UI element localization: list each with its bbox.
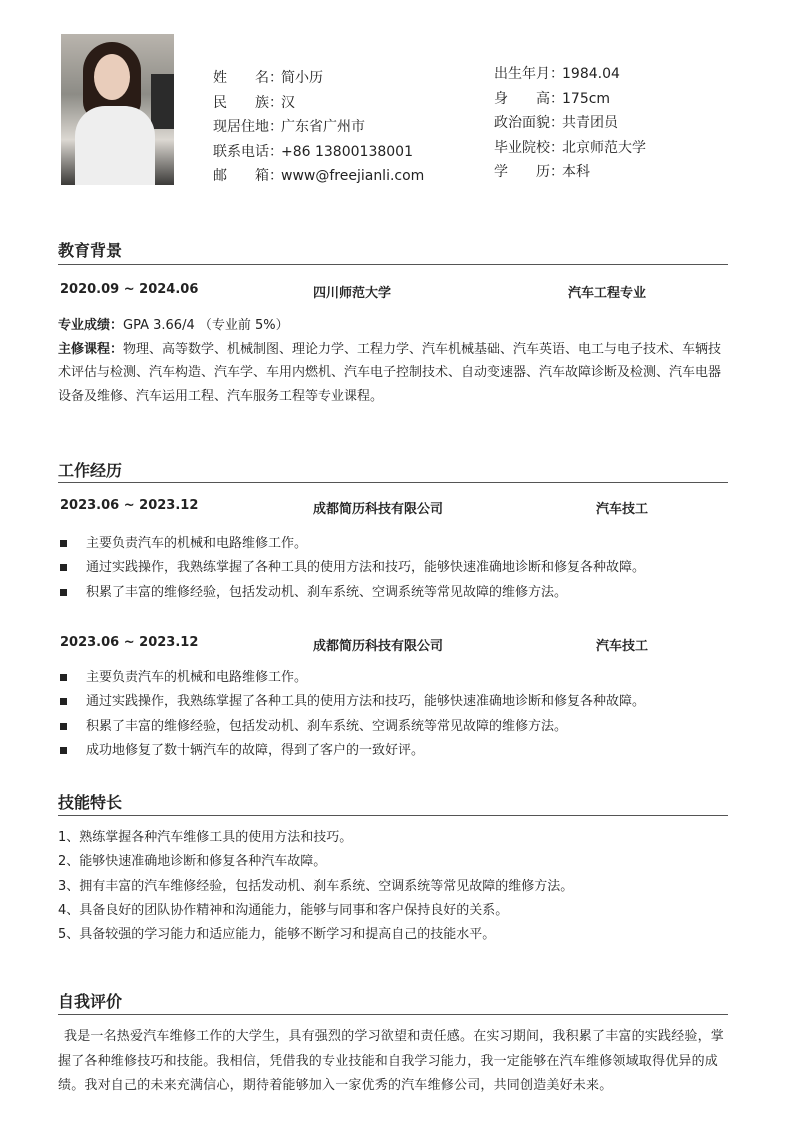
self-evaluation-text: 我是一名热爱汽车维修工作的大学生，具有强烈的学习欲望和责任感。在实习期间，我积累了丰富的实践经验，掌握了各种维修技巧和技能。我相信，凭借我的专业技能和自我学习能力，我一定能够在汽车维修领域取得优异的成绩。我对自己的未来充满信心，期待着能够加入一家优秀的汽车维修公司，共同创造美好未来。	[58, 1029, 725, 1093]
bullet-square-icon	[60, 540, 67, 547]
info-row-political: 政治面貌：共青团员	[494, 115, 618, 131]
education-details	[58, 314, 730, 408]
section-title-education: 教育背景	[58, 241, 123, 260]
photo-face	[94, 54, 130, 100]
list-item: 积累了丰富的维修经验，包括发动机、刹车系统、空调系统等常见故障的维修方法。	[58, 581, 738, 605]
education-major: 汽车工程专业	[568, 286, 647, 301]
info-row-phone: 联系电话：+86 13800138001	[213, 143, 413, 160]
info-value: 简小历	[281, 70, 323, 86]
section-title-self: 自我评价	[58, 992, 123, 1011]
info-value: +86 13800138001	[281, 143, 413, 160]
list-item: 成功地修复了数十辆汽车的故障，得到了客户的一致好评。	[58, 739, 738, 763]
section-divider	[58, 1014, 728, 1015]
info-row-birth: 出生年月：1984.04	[494, 66, 620, 82]
info-value: 本科	[562, 164, 590, 180]
list-item: 5、具备较强的学习能力和适应能力，能够不断学习和提高自己的技能水平。	[58, 927, 496, 943]
info-row-name: 姓名：简小历	[213, 70, 323, 86]
skills-list	[58, 826, 738, 947]
info-row-degree: 学历：本科	[494, 164, 590, 180]
basic-info-left	[213, 66, 424, 189]
list-item: 通过实践操作，我熟练掌握了各种工具的使用方法和技巧，能够快速准确地诊断和修复各种故障。	[58, 690, 738, 714]
job-period: 2023.06 ~ 2023.12	[60, 498, 199, 513]
education-school: 四川师范大学	[313, 286, 392, 301]
list-item: 通过实践操作，我熟练掌握了各种工具的使用方法和技巧，能够快速准确地诊断和修复各种故障。	[58, 556, 738, 580]
info-value: 共青团员	[562, 115, 618, 131]
bullet-square-icon	[60, 589, 67, 596]
bullet-square-icon	[60, 747, 67, 754]
info-value: 广东省广州市	[281, 119, 365, 135]
section-divider	[58, 815, 728, 816]
list-item: 2、能够快速准确地诊断和修复各种汽车故障。	[58, 854, 327, 870]
job-company: 成都简历科技有限公司	[313, 639, 444, 654]
section-divider	[58, 264, 728, 265]
list-item: 3、拥有丰富的汽车维修经验，包括发动机、刹车系统、空调系统等常见故障的维修方法。	[58, 878, 574, 894]
section-title-skills: 技能特长	[58, 793, 123, 812]
info-value: www@freejianli.com	[281, 168, 425, 184]
section-divider	[58, 482, 728, 483]
job-period: 2023.06 ~ 2023.12	[60, 635, 199, 650]
education-period: 2020.09 ~ 2024.06	[60, 282, 199, 297]
info-value: 175cm	[562, 90, 611, 107]
job-role: 汽车技工	[596, 639, 649, 654]
job-company: 成都简历科技有限公司	[313, 502, 444, 517]
info-row-residence: 现居住地：广东省广州市	[213, 119, 365, 135]
info-value: 1984.04	[562, 66, 620, 82]
info-value: 汉	[281, 94, 295, 111]
list-item: 主要负责汽车的机械和电路维修工作。	[58, 532, 738, 556]
education-score: 专业成绩：GPA 3.66/4 （专业前 5%）	[58, 318, 289, 333]
basic-info-right	[494, 62, 646, 185]
list-item: 1、熟练掌握各种汽车维修工具的使用方法和技巧。	[58, 830, 353, 845]
info-row-school: 毕业院校：北京师范大学	[494, 139, 646, 156]
profile-photo	[61, 34, 174, 185]
bullet-square-icon	[60, 674, 67, 681]
info-row-email: 邮箱：www@freejianli.com	[213, 168, 425, 184]
section-title-work: 工作经历	[58, 461, 123, 480]
photo-background	[151, 74, 174, 129]
info-row-ethnicity: 民族：汉	[213, 94, 295, 111]
job-duties	[58, 532, 738, 605]
bullet-square-icon	[60, 698, 67, 705]
list-item: 4、具备良好的团队协作精神和沟通能力，能够与同事和客户保持良好的关系。	[58, 902, 509, 918]
job-role: 汽车技工	[596, 502, 649, 517]
list-item: 积累了丰富的维修经验，包括发动机、刹车系统、空调系统等常见故障的维修方法。	[58, 715, 738, 739]
info-row-height: 身高：175cm	[494, 90, 611, 107]
education-courses: 主修课程：物理、高等数学、机械制图、理论力学、工程力学、汽车机械基础、汽车英语、电工与电子技术、车辆技术评估与检测、汽车构造、汽车学、车用内燃机、汽车电子控制技术、自动变速器、汽车故障诊断及检测、汽车电器设备及维修、汽车运用工程、汽车服务工程等专业课程。	[58, 341, 722, 404]
bullet-square-icon	[60, 723, 67, 730]
photo-shirt	[75, 106, 155, 185]
info-value: 北京师范大学	[562, 139, 646, 156]
job-duties	[58, 666, 738, 763]
list-item: 主要负责汽车的机械和电路维修工作。	[58, 666, 738, 690]
bullet-square-icon	[60, 564, 67, 571]
